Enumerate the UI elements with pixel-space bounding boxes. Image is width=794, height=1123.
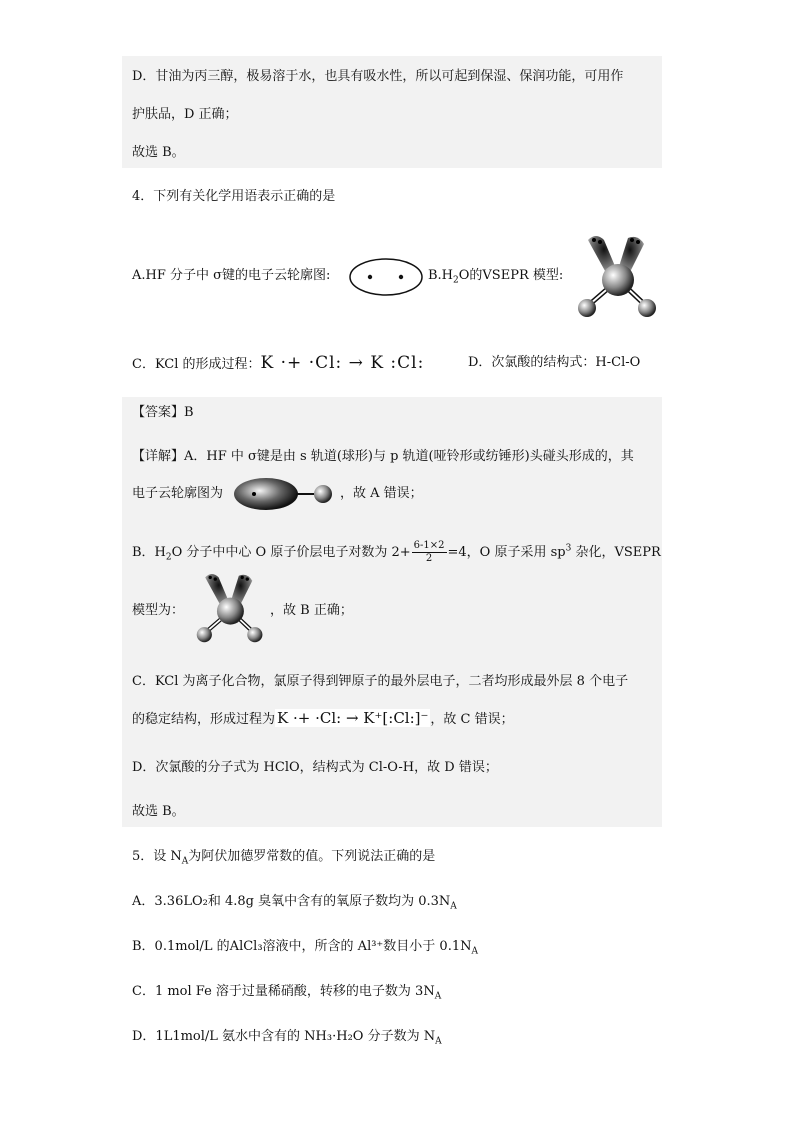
q4-detail-b-line1: B．$H_2O$ 分子中中心 O 原子价层电子对数为 2+ $\frac{6-1\times 2}{2}$ =4，O 原子采用 $sp^3$ 杂化，VSEPR [132,540,661,564]
prev-option-d-line2: 护肤品，D 正确； [132,107,238,122]
q5-option-c: C．1 mol Fe 溶于过量稀硝酸，转移的电子数为 $3N_A$ [132,984,442,1002]
h2o-vsepr-model-icon [570,230,665,325]
q4-option-c: C．KCl 的形成过程：K ·+ ·Cl: → K :Cl: [132,353,425,373]
q4-answer: 【答案】B [132,405,194,420]
q4-detail-d: D．次氯酸的分子式为 HClO，结构式为 Cl-O-H，故 D 错误； [132,760,498,775]
q4-detail-b-line2-pre: 模型为： [132,603,185,618]
q4-detail-a-line1: 【详解】A．HF 中 σ键是由 s 轨道(球形)与 p 轨道(哑铃形或纺锤形)头碰头形成的，其 [132,449,634,464]
q4-detail-a-line2: 电子云轮廓图为 [132,486,224,501]
hf-sigma-bond-cloud-icon [232,474,338,514]
kcl-ionic-formation-formula: K ·+ ·Cl: → K⁺[:Cl:]⁻ [277,709,429,727]
q4-option-d: D．次氯酸的结构式：H-Cl-O [468,355,641,370]
valence-pair-fraction: $\frac{6-1\times 2}{2}$ [413,540,445,564]
q4-detail-c-line1: C．KCl 为离子化合物，氯原子得到钾原子的最外层电子，二者均形成最外层 8 个电子 [132,674,629,689]
prev-option-d-line1: D．甘油为丙三醇，极易溶于水，也具有吸水性，所以可起到保湿、保润功能，可用作 [132,69,624,84]
q5-option-a: A．3.36LO₂和 4.8g 臭氧中含有的氧原子数均为 $0.3N_A$ [132,894,457,912]
q4-detail-a-line2-tail: ，故 A 错误； [340,486,423,501]
prev-choice: 故选 B。 [132,145,185,160]
q4-option-a: A.HF 分子中 σ键的电子云轮廓图: [132,268,331,283]
q4-stem: 4．下列有关化学用语表示正确的是 [132,189,336,204]
hf-sigma-ellipse-icon [348,257,424,297]
q4-detail-b-line2-tail: ，故 B 正确； [270,603,353,618]
q4-option-b: $B.H_2O$的VSEPR 模型: [428,268,564,286]
q5-option-b: B．0.1mol/L 的AlCl₃溶液中，所含的 Al³⁺数目小于 $0.1N_A$ [132,939,478,957]
q5-option-d: D．1L1mol/L 氨水中含有的 NH₃·H₂O 分子数为 $N_A$ [132,1029,442,1047]
kcl-formation-formula: K ·+ ·Cl: → K :Cl: [260,353,425,373]
h2o-vsepr-model-answer-icon [190,569,270,649]
q4-choice: 故选 B。 [132,804,185,819]
q5-stem: 5．设 $N_A$为阿伏加德罗常数的值。下列说法正确的是 [132,849,436,867]
q4-detail-c-line2: 的稳定结构，形成过程为 K ·+ ·Cl: → K⁺[:Cl:]⁻ ，故 C 错误； [132,709,514,727]
